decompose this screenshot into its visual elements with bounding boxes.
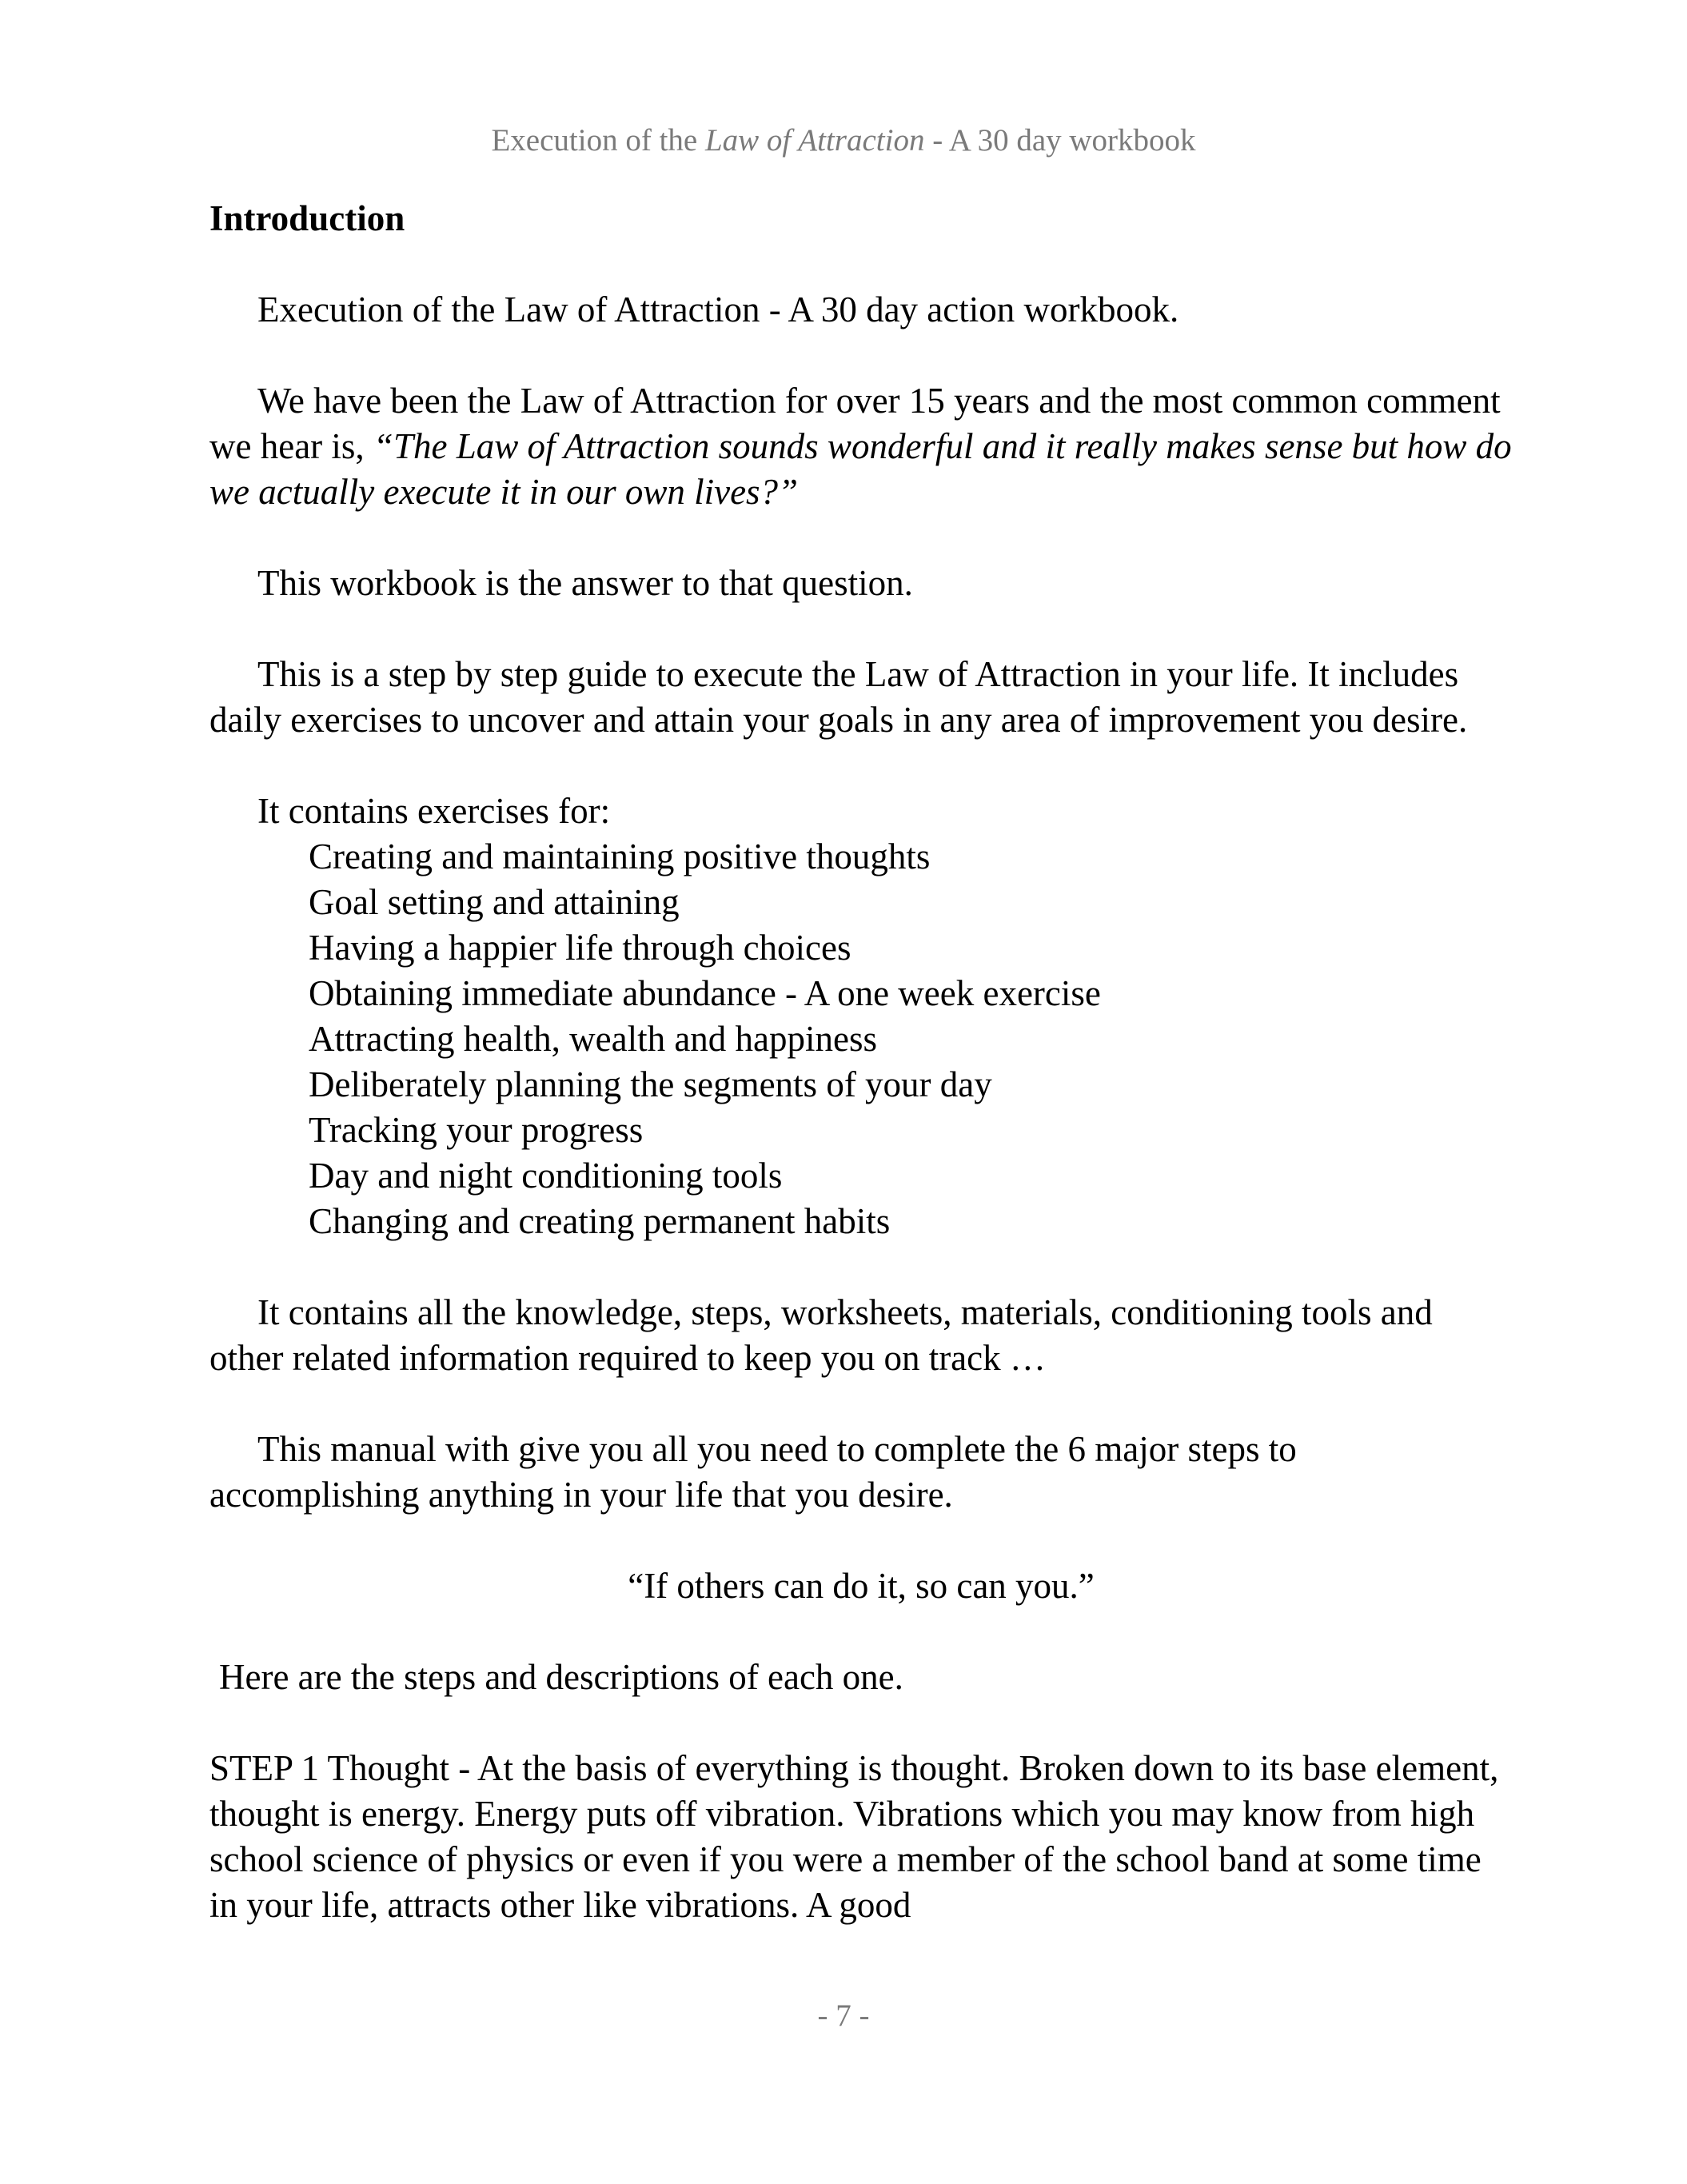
paragraph-manual: This manual with give you all you need to complete the 6 major steps to accomplishing anything in your life that you desire. xyxy=(209,1429,1297,1515)
running-header xyxy=(0,122,1687,160)
list-item: Tracking your progress xyxy=(309,1110,644,1150)
spacer xyxy=(209,1381,1513,1427)
paragraph-knowledge: It contains all the knowledge, steps, worksheets, materials, conditioning tools and other related information required to keep you on track … xyxy=(209,1292,1433,1378)
paragraph-steps-intro: Here are the steps and descriptions of each one. xyxy=(219,1657,903,1697)
list-item: Goal setting and attaining xyxy=(309,882,680,922)
spacer xyxy=(209,743,1513,789)
paragraph-exercises-intro: It contains exercises for: xyxy=(257,791,611,831)
running-header-suffix: - A 30 day workbook xyxy=(924,123,1196,158)
list-item: Day and night conditioning tools xyxy=(309,1156,783,1196)
paragraph-step-1: STEP 1 Thought - At the basis of everything is thought. Broken down to its base element, thought is energy. Energy puts off vibration. Vibrations which you may know from high school science of physics or even if you were a member of the school band at some time in your life, attracts other like vibrations. A good xyxy=(209,1748,1499,1925)
spacer xyxy=(209,1244,1513,1290)
spacer xyxy=(209,606,1513,652)
spacer xyxy=(209,1609,1513,1655)
page-number: - 7 - xyxy=(817,1998,870,2033)
spacer xyxy=(209,515,1513,561)
exercise-list xyxy=(209,834,1513,1244)
running-header-prefix: Execution of the xyxy=(491,123,705,158)
list-item: Creating and maintaining positive thoughts xyxy=(309,836,931,876)
section-heading: Introduction xyxy=(209,198,405,238)
spacer xyxy=(209,1700,1513,1746)
spacer xyxy=(209,1518,1513,1563)
list-item: Having a happier life through choices xyxy=(309,928,851,968)
running-header-italic-title: Law of Attraction xyxy=(704,123,925,158)
motto-quote: “If others can do it, so can you.” xyxy=(628,1566,1095,1606)
paragraph-answer: This workbook is the answer to that question. xyxy=(257,563,913,603)
paragraph-guide: This is a step by step guide to execute the Law of Attraction in your life. It includes daily exercises to uncover and attain your goals in any area of improvement you desire. xyxy=(209,654,1468,740)
list-item: Attracting health, wealth and happiness xyxy=(309,1019,878,1059)
list-item: Obtaining immediate abundance - A one week exercise xyxy=(309,973,1101,1013)
paragraph-common-comment-text: We have been the Law of Attraction for over 15 years and the most common comment we hear is, xyxy=(209,381,1501,466)
list-item: Deliberately planning the segments of your day xyxy=(309,1064,992,1104)
spacer xyxy=(209,333,1513,378)
common-comment-quote: “The Law of Attraction sounds wonderful and it really makes sense but how do we actually execute it in our own lives?” xyxy=(209,426,1512,512)
page-body xyxy=(209,196,1513,1928)
spacer xyxy=(209,242,1513,287)
paragraph-title-line: Execution of the Law of Attraction - A 30 day action workbook. xyxy=(257,289,1179,329)
paragraph-common-comment xyxy=(209,378,1513,515)
list-item: Changing and creating permanent habits xyxy=(309,1201,891,1241)
